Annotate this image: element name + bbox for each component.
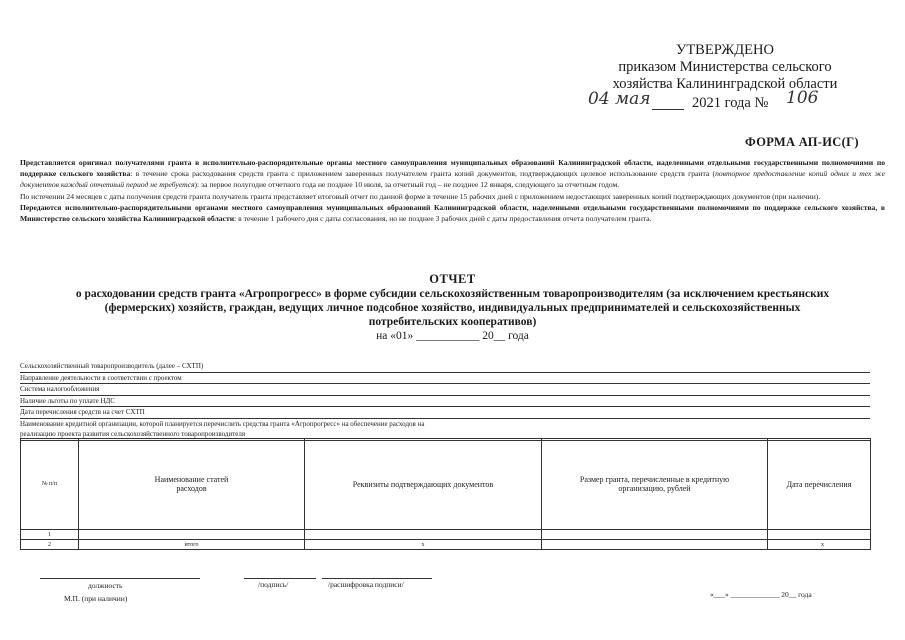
row-grant-amount[interactable] xyxy=(542,540,768,550)
intro-paragraph-2: По истечении 24 месяцев с даты получения средств гранта получатель гранта представляет итоговый отчет по данной форме в течение 15 рабочих дней с приложением недостающих заверенных копий подтверждающих документов (при наличии). xyxy=(20,191,821,201)
col-header-grant-amount: Размер гранта, перечисленные в кредитную организацию, рублей xyxy=(542,439,768,530)
report-heading: ОТЧЕТ xyxy=(429,272,476,286)
intro-paragraph-1: Представляется оригинал получателями гранта в исполнительно-распорядительные органы местного самоуправления муниципальных образований Калининградской области, наделенными отдельными государственными полномочиями по поддержке сельского хозяйства: в течение срока расходования средств гранта с приложением заверенных получателем гранта копий документов, подтверждающих целевое использование средств гранта (повторное предоставление копий одних и тех же документов каждый отчетный период не требуется): за первое полугодие отчетного года не позднее 10 июля, за отчетный год – не позднее 12 января, следующего за отчетным годом. xyxy=(20,158,885,190)
position-line[interactable] xyxy=(40,578,200,579)
col-header-transfer-date: Дата перечисления xyxy=(768,439,871,530)
row-total-label: итого xyxy=(79,540,305,550)
decode-label: /расшифровка подписи/ xyxy=(328,580,404,589)
report-subtitle: о расходовании средств гранта «Агропрогресс» в форме субсидии сельскохозяйственным товаропроизводителям (за исключением крестьянских (фермерских) хозяйств, граждан, ведущих личное подсобное хозяйство, индивидуальных предпринимателей и сельскохозяйственных потребительских кооперативов) xyxy=(75,288,830,328)
handwritten-date: 04 мая xyxy=(588,89,651,109)
signature-label: /подпись/ xyxy=(258,580,289,589)
col-header-expense-items: Наименование статей расходов xyxy=(79,439,305,530)
signature-line[interactable] xyxy=(244,578,316,579)
report-title xyxy=(20,272,885,344)
approval-year-text: 2021 года № xyxy=(692,95,769,111)
signature-date[interactable]: «___» _____________ 20__ года xyxy=(710,590,812,599)
approval-date-line xyxy=(560,88,890,115)
date-underline xyxy=(652,93,684,110)
intro-text xyxy=(20,157,885,224)
row-transfer-date[interactable] xyxy=(768,530,871,540)
form-fields xyxy=(20,361,870,441)
table-row xyxy=(21,530,871,540)
position-label: должность xyxy=(88,581,123,590)
decode-line[interactable] xyxy=(322,578,432,579)
approval-title: УТВЕРЖДЕНО xyxy=(676,42,774,58)
row-transfer-date: х xyxy=(768,540,871,550)
approval-block xyxy=(560,42,890,115)
col-header-documents: Реквизиты подтверждающих документов xyxy=(305,439,542,530)
handwritten-number: 106 xyxy=(786,88,819,108)
form-code: ФОРМА АП-ИС(Г) xyxy=(745,135,859,149)
intro-paragraph-3: Передаются исполнительно-распорядительными органами местного самоуправления муниципальных образований Калининградской области, наделенными отдельными государственными полномочиями по поддержке сельского хозяйства, в Министерство сельского хозяйства Калининградской области: в течение 1 рабочего дня с даты согласования, но не позднее 3 рабочих дней с даты предоставления отчета получателем гранта. xyxy=(20,202,885,224)
field-activity[interactable]: Направление деятельности в соответствии с проектом xyxy=(20,373,870,385)
field-producer[interactable]: Сельскохозяйственный товаропроизводитель (далее – СХТП) xyxy=(20,361,870,373)
row-number: 1 xyxy=(21,530,79,540)
row-documents: х xyxy=(305,540,542,550)
approval-ministry-line: хозяйства Калининградской области xyxy=(612,76,838,92)
col-header-number: № п/п xyxy=(21,439,79,530)
table-header-row xyxy=(21,439,871,530)
field-vat-benefit[interactable]: Наличие льготы по уплате НДС xyxy=(20,396,870,408)
row-documents[interactable] xyxy=(305,530,542,540)
field-credit-org[interactable]: Наименование кредитной организации, которой планируется перечислить средства гранта «Агропрогресс» на обеспечение расходов на реализацию проекта развития сельскохозяйственного товаропроизводителя xyxy=(20,419,870,441)
row-number: 2 xyxy=(21,540,79,550)
row-expense-item[interactable] xyxy=(79,530,305,540)
row-grant-amount[interactable] xyxy=(542,530,768,540)
expense-table xyxy=(20,438,871,550)
field-tax-system[interactable]: Система налогообложения xyxy=(20,384,870,396)
field-transfer-date[interactable]: Дата перечисления средств на счет СХТП xyxy=(20,407,870,419)
stamp-label: М.П. (при наличии) xyxy=(64,594,128,603)
report-date-line: на «01» ___________ 20__ года xyxy=(376,330,529,342)
approval-order-line: приказом Министерства сельского xyxy=(618,59,832,75)
table-row xyxy=(21,540,871,550)
